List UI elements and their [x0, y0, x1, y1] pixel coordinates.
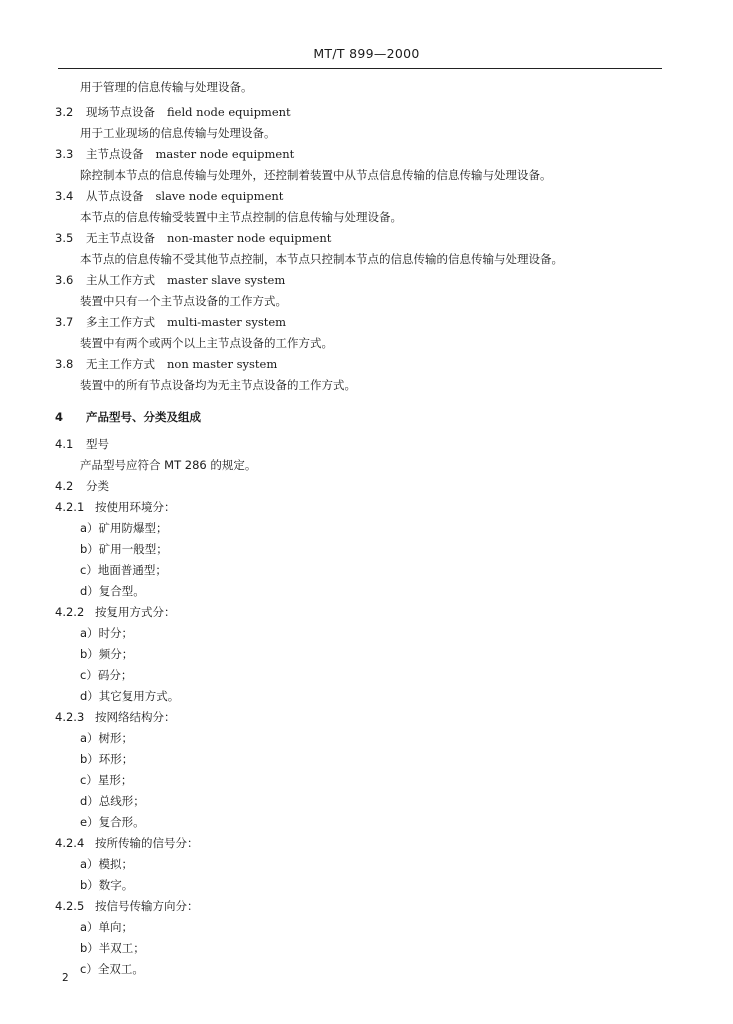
clause-term: b）环形；: [80, 752, 134, 766]
clause-term: b）矿用一般型；: [80, 542, 168, 556]
clause-term: 无主节点设备: [86, 231, 155, 245]
clause-heading: [55, 477, 109, 495]
clause-text: [80, 456, 256, 474]
clause-term: a）单向；: [80, 920, 134, 934]
clause-text: [80, 561, 167, 579]
clause-number: 4.2.4: [55, 836, 85, 850]
clause-text: [80, 78, 253, 96]
clause-text: [80, 376, 356, 394]
clause-text: [80, 729, 133, 747]
clause-heading: [55, 603, 176, 621]
clause-text: [80, 855, 133, 873]
clause-text: [80, 750, 133, 768]
clause-heading: [55, 498, 176, 516]
clause-term: e）复合形。: [80, 815, 145, 829]
clause-term: c）星形；: [80, 773, 133, 787]
clause-term: d）其它复用方式。: [80, 689, 180, 703]
clause-number: 3.6: [55, 273, 74, 287]
clause-text: [80, 334, 333, 352]
clause-heading: [55, 355, 277, 373]
clause-heading: [55, 103, 291, 121]
clause-term: 从节点设备: [86, 189, 144, 203]
clause-term: b）数字。: [80, 878, 134, 892]
clause-term: 用于工业现场的信息传输与处理设备。: [80, 126, 276, 140]
header-rule: [58, 68, 662, 69]
clause-text: [80, 124, 276, 142]
clause-number: 3.5: [55, 231, 74, 245]
clause-term-english: multi-master system: [167, 315, 287, 329]
clause-number: 4.2.1: [55, 500, 85, 514]
clause-number: 3.2: [55, 105, 74, 119]
clause-term: 型号: [86, 437, 109, 451]
clause-text: [80, 645, 133, 663]
clause-number: 4.2.5: [55, 899, 85, 913]
clause-heading: [55, 229, 331, 247]
clause-heading: [55, 408, 201, 426]
clause-number: 4.2.2: [55, 605, 85, 619]
clause-text: [80, 666, 132, 684]
clause-text: [80, 540, 168, 558]
clause-heading: [55, 897, 199, 915]
clause-text: [80, 918, 133, 936]
clause-term: 装置中的所有节点设备均为无主节点设备的工作方式。: [80, 378, 356, 392]
clause-text: [80, 624, 133, 642]
clause-text: [80, 960, 144, 978]
clause-heading: [55, 145, 294, 163]
clause-term: 按信号传输方向分：: [95, 899, 199, 913]
clause-term: 除控制本节点的信息传输与处理外，还控制着装置中从节点信息传输的信息传输与处理设备。: [80, 168, 552, 182]
clause-number: 4.1: [55, 437, 74, 451]
clause-term: 现场节点设备: [86, 105, 155, 119]
clause-term: 用于管理的信息传输与处理设备。: [80, 80, 253, 94]
clause-term: 本节点的信息传输不受其他节点控制，本节点只控制本节点的信息传输的信息传输与处理设备。: [80, 252, 563, 266]
clause-term: b）频分；: [80, 647, 134, 661]
clause-text: [80, 771, 132, 789]
clause-number: 3.3: [55, 147, 74, 161]
clause-heading: [55, 187, 283, 205]
clause-text: [80, 519, 168, 537]
clause-term: 分类: [86, 479, 109, 493]
clause-text: [80, 687, 179, 705]
standard-code: MT/T 899—2000: [313, 46, 420, 61]
clause-term: 装置中有两个或两个以上主节点设备的工作方式。: [80, 336, 333, 350]
clause-term: 按使用环境分：: [95, 500, 176, 514]
clause-heading: [55, 435, 109, 453]
clause-term: b）半双工；: [80, 941, 145, 955]
clause-term: a）矿用防爆型；: [80, 521, 168, 535]
clause-term: a）树形；: [80, 731, 134, 745]
clause-term: c）码分；: [80, 668, 133, 682]
clause-number: 3.8: [55, 357, 74, 371]
clause-term: 主从工作方式: [86, 273, 155, 287]
clause-term: a）模拟；: [80, 857, 134, 871]
clause-text: [80, 876, 133, 894]
clause-heading: [55, 834, 199, 852]
clause-number: 4.2.3: [55, 710, 85, 724]
clause-term: 按所传输的信号分：: [95, 836, 199, 850]
clause-term: 多主工作方式: [86, 315, 155, 329]
clause-term-english: master slave system: [167, 273, 286, 287]
clause-heading: [55, 313, 286, 331]
clause-term: 无主工作方式: [86, 357, 155, 371]
clause-term-english: slave node equipment: [155, 189, 284, 203]
clause-term: 主节点设备: [86, 147, 144, 161]
clause-heading: [55, 271, 285, 289]
clause-term-english: non-master node equipment: [167, 231, 332, 245]
clause-text: [80, 792, 145, 810]
clause-term: 产品型号应符合 MT 286 的规定。: [80, 458, 257, 472]
clause-text: [80, 939, 145, 957]
clause-term: a）时分；: [80, 626, 134, 640]
clause-term: c）地面普通型；: [80, 563, 167, 577]
clause-term: 按网络结构分：: [95, 710, 176, 724]
page-number: 2: [62, 972, 69, 984]
clause-text: [80, 292, 287, 310]
clause-term-english: non master system: [167, 357, 278, 371]
clause-number: 3.7: [55, 315, 74, 329]
clause-term-english: field node equipment: [167, 105, 291, 119]
clause-text: [80, 166, 552, 184]
clause-term: c）全双工。: [80, 962, 144, 976]
clause-term-english: master node equipment: [155, 147, 295, 161]
clause-term: 装置中只有一个主节点设备的工作方式。: [80, 294, 287, 308]
clause-term: d）复合型。: [80, 584, 145, 598]
clause-term: 按复用方式分：: [95, 605, 176, 619]
clause-term: d）总线形；: [80, 794, 145, 808]
clause-number: 3.4: [55, 189, 74, 203]
clause-text: [80, 208, 402, 226]
clause-text: [80, 250, 563, 268]
clause-term: 产品型号、分类及组成: [86, 410, 201, 424]
clause-term: 本节点的信息传输受装置中主节点控制的信息传输与处理设备。: [80, 210, 402, 224]
clause-text: [80, 813, 145, 831]
clause-text: [80, 582, 145, 600]
clause-number: 4: [55, 410, 64, 424]
clause-number: 4.2: [55, 479, 74, 493]
clause-heading: [55, 708, 176, 726]
